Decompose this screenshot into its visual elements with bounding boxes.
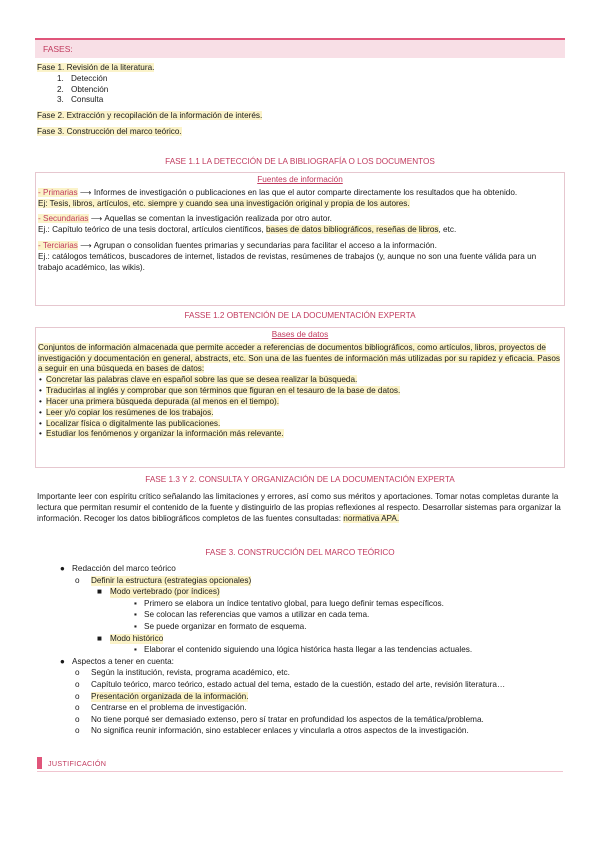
list-item: ■ Modo histórico <box>97 633 164 643</box>
terciarias-example: Ej.: catálogos temáticos, buscadores de internet, listados de revistas, resúmenes de trabajos (y, aunque no son una fuente válida para un trabajo académico, las wikis). <box>38 251 537 272</box>
section-title-3: FASE 3. CONSTRUCCIÓN DEL MARCO TEÓRICO <box>205 548 395 557</box>
section-title-1-1: FASE 1.1 LA DETECCIÓN DE LA BIBLIOGRAFÍA O LOS DOCUMENTOS <box>165 157 435 166</box>
list-item: 3. Consulta <box>57 95 104 105</box>
list-item: o Definir la estructura (estrategias opcionales) <box>75 575 252 585</box>
list-item: ● Redacción del marco teórico <box>60 564 176 573</box>
list-item: ▪ Se puede organizar en formato de esquema. <box>134 621 307 631</box>
list-item: o Capítulo teórico, marco teórico, estado actual del tema, estado de la cuestión, estado del arte, revisión literatura… <box>75 679 506 689</box>
list-item: o No significa reunir información, sino establecer enlaces y vincularla a otros aspectos de la investigación. <box>75 726 469 736</box>
phase-3: Fase 3. Construcción del marco teórico. <box>37 127 182 137</box>
list-item: • Traducirlas al inglés y comprobar que son términos que figuran en el tesauro de la base de datos. <box>38 386 562 397</box>
list-item: 1. Detección <box>57 73 108 83</box>
list-item: • Leer y/o copiar los resúmenes de los trabajos. <box>38 408 562 419</box>
marco-teorico-outline <box>60 564 560 738</box>
list-item: • Estudiar los fenómenos y organizar la información más relevante. <box>38 429 562 440</box>
primarias-example: Ej: Tesis, libros, artículos, etc. siempre y cuando sea una investigación original y propia de los autores. <box>38 198 410 208</box>
secundarias-example: Ej.: Capítulo teórico de una tesis doctoral, artículos científicos, bases de datos bibliográficos, reseñas de libros, etc. <box>38 225 457 235</box>
phases-overview <box>37 63 565 138</box>
list-item: 2. Obtención <box>57 84 109 94</box>
list-item: o Presentación organizada de la información. <box>75 691 249 701</box>
section-title-1-2: FASSE 1.2 OBTENCIÓN DE LA DOCUMENTACIÓN EXPERTA <box>184 311 416 320</box>
phase-1: Fase 1. Revisión de la literatura. <box>37 63 155 72</box>
section-header-label: FASES: <box>43 44 73 54</box>
list-item: ■ Modo vertebrado (por índices) <box>97 587 220 597</box>
box-title: Fuentes de información <box>257 175 343 184</box>
divider <box>37 771 563 772</box>
consulta-paragraph: Importante leer con espíritu crítico señalando las limitaciones y errores, así como sus méritos y aportaciones. Tomar notas completas durante la lectura que permitan resumir el contenido de la fuente y distinguirlo de las propias reflexiones al respecto. Desarrollar sistemas para organizar la información. Recoger los datos bibliográficos completos de las fuentes consultadas: normativa APA. <box>37 492 561 523</box>
secundarias-def: - Secundarias ⟶ Aquellas se comentan la investigación realizada por otro autor. <box>38 214 332 224</box>
list-item: • Hacer una primera búsqueda depurada (al menos en el tiempo). <box>38 397 562 408</box>
list-item: ● Aspectos a tener en cuenta: <box>60 656 174 666</box>
section-header-fases <box>35 38 565 58</box>
section-header-justificacion: JUSTIFICACIÓN <box>48 759 107 768</box>
bases-intro: Conjuntos de información almacenada que permite acceder a referencias de documentos bibliográficos, como artículos, libros, proyectos de investigación y documentación en general, abstracts, etc. Son una de las fuentes de información más utilizadas por su rapidez y eficacia. Pasos a seguir en una búsqueda en bases de datos: <box>38 342 561 374</box>
phase-2: Fase 2. Extracción y recopilación de la información de interés. <box>37 111 263 121</box>
list-item: ▪ Primero se elabora un índice tentativo global, para luego definir temas específicos. <box>134 598 444 608</box>
list-item: • Localizar física o digitalmente las publicaciones. <box>38 419 562 430</box>
list-item: ▪ Elaborar el contenido siguiendo una lógica histórica hasta llegar a las tendencias actuales. <box>134 645 473 655</box>
box-title: Bases de datos <box>271 330 329 339</box>
terciarias-def: - Terciarias ⟶ Agrupan o consolidan fuentes primarias y secundarias para facilitar el acceso a la información. <box>38 241 437 251</box>
fuentes-box <box>35 172 565 306</box>
section-title-1-3: FASE 1.3 Y 2. CONSULTA Y ORGANIZACIÓN DE LA DOCUMENTACIÓN EXPERTA <box>145 475 455 484</box>
list-item: ▪ Se colocan las referencias que vamos a utilizar en cada tema. <box>134 610 370 620</box>
primarias-def: - Primarias ⟶ Informes de investigación o publicaciones en las que el autor comparte directamente los resultados que ha obtenido. <box>38 187 518 197</box>
list-item: • Concretar las palabras clave en español sobre las que se desea realizar la búsqueda. <box>38 375 562 386</box>
list-item: o Según la institución, revista, programa académico, etc. <box>75 668 290 678</box>
section-marker <box>37 757 42 769</box>
list-item: o Centrarse en el problema de investigación. <box>75 703 247 713</box>
bases-datos-box <box>35 327 565 468</box>
list-item: o No tiene porqué ser demasiado extenso, pero sí tratar en profundidad los aspectos de la temática/problema. <box>75 714 484 724</box>
phase-1-list <box>37 74 565 106</box>
